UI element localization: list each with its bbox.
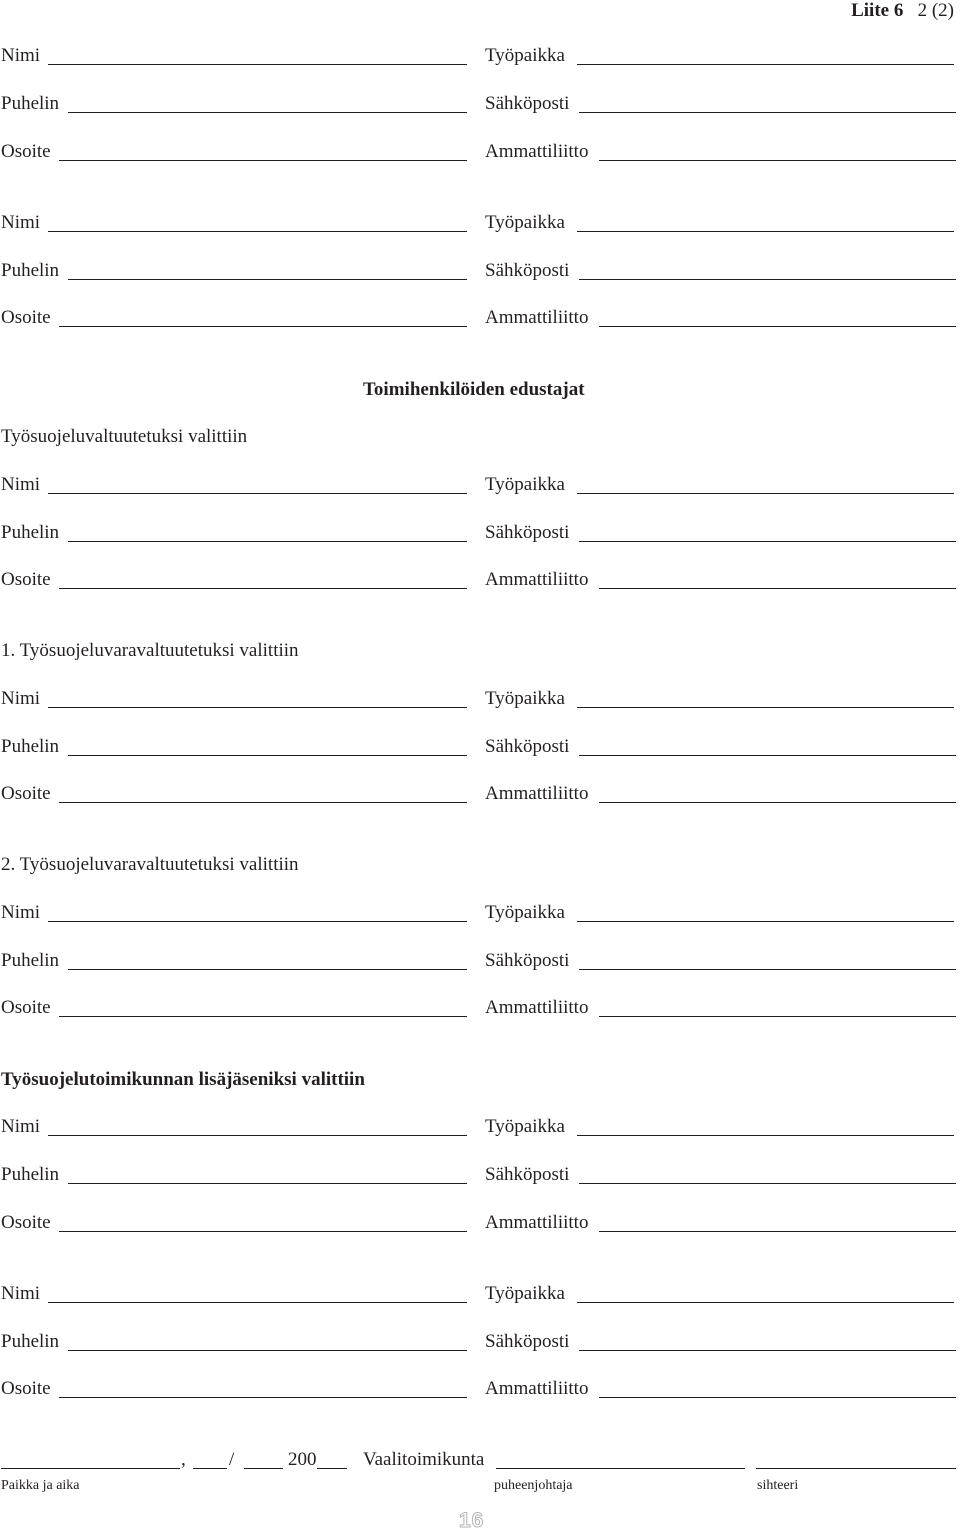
- union-label: Ammattiliitto: [485, 569, 589, 590]
- address-field[interactable]: [59, 326, 467, 327]
- phone-field[interactable]: [68, 1183, 467, 1184]
- email-label: Sähköposti: [485, 522, 570, 543]
- phone-field[interactable]: [68, 969, 467, 970]
- union-field[interactable]: [599, 1016, 956, 1017]
- union-label: Ammattiliitto: [485, 307, 589, 328]
- workplace-label: Työpaikka: [485, 45, 565, 66]
- phone-field[interactable]: [68, 541, 467, 542]
- page-number: 16: [459, 1509, 485, 1532]
- page-indicator: 2 (2): [917, 0, 954, 21]
- secretary-caption: sihteeri: [757, 1478, 799, 1493]
- workplace-field[interactable]: [577, 231, 954, 232]
- address-label: Osoite: [1, 997, 51, 1018]
- email-field[interactable]: [579, 279, 956, 280]
- union-field[interactable]: [599, 326, 956, 327]
- address-label: Osoite: [1, 141, 51, 162]
- comma-separator: ,: [181, 1449, 186, 1470]
- workplace-field[interactable]: [577, 1135, 954, 1136]
- block-heading: 1. Työsuojeluvaravaltuutetuksi valittiin: [1, 640, 299, 661]
- chair-caption: puheenjohtaja: [494, 1478, 573, 1493]
- block-heading: Työsuojelutoimikunnan lisäjäseniksi valittiin: [1, 1069, 365, 1090]
- block-heading: 2. Työsuojeluvaravaltuutetuksi valittiin: [1, 854, 299, 875]
- address-field[interactable]: [59, 1231, 467, 1232]
- email-field[interactable]: [579, 112, 956, 113]
- month-field[interactable]: [244, 1468, 283, 1469]
- address-field[interactable]: [59, 802, 467, 803]
- place-date-caption: Paikka ja aika: [1, 1478, 80, 1493]
- workplace-label: Työpaikka: [485, 1116, 565, 1137]
- phone-label: Puhelin: [1, 950, 60, 971]
- page-header: [851, 0, 954, 22]
- phone-field[interactable]: [68, 279, 467, 280]
- address-label: Osoite: [1, 569, 51, 590]
- address-label: Osoite: [1, 783, 51, 804]
- union-label: Ammattiliitto: [485, 141, 589, 162]
- address-label: Osoite: [1, 1378, 51, 1399]
- union-field[interactable]: [599, 588, 956, 589]
- workplace-label: Työpaikka: [485, 688, 565, 709]
- chair-signature-field[interactable]: [496, 1468, 745, 1469]
- union-field[interactable]: [599, 1397, 956, 1398]
- workplace-label: Työpaikka: [485, 474, 565, 495]
- name-label: Nimi: [1, 45, 41, 66]
- union-label: Ammattiliitto: [485, 783, 589, 804]
- phone-label: Puhelin: [1, 93, 60, 114]
- name-label: Nimi: [1, 1283, 41, 1304]
- name-label: Nimi: [1, 688, 41, 709]
- name-field[interactable]: [48, 231, 467, 232]
- email-label: Sähköposti: [485, 1331, 570, 1352]
- union-label: Ammattiliitto: [485, 1212, 589, 1233]
- union-label: Ammattiliitto: [485, 1378, 589, 1399]
- workplace-field[interactable]: [577, 921, 954, 922]
- phone-label: Puhelin: [1, 1331, 60, 1352]
- email-label: Sähköposti: [485, 93, 570, 114]
- email-field[interactable]: [579, 541, 956, 542]
- email-field[interactable]: [579, 755, 956, 756]
- name-label: Nimi: [1, 902, 41, 923]
- name-label: Nimi: [1, 474, 41, 495]
- email-label: Sähköposti: [485, 736, 570, 757]
- name-field[interactable]: [48, 1302, 467, 1303]
- workplace-label: Työpaikka: [485, 1283, 565, 1304]
- address-label: Osoite: [1, 307, 51, 328]
- phone-label: Puhelin: [1, 260, 60, 281]
- place-field[interactable]: [1, 1468, 180, 1469]
- address-field[interactable]: [59, 588, 467, 589]
- name-field[interactable]: [48, 493, 467, 494]
- name-label: Nimi: [1, 1116, 41, 1137]
- block-heading: Työsuojeluvaltuutetuksi valittiin: [1, 426, 248, 447]
- phone-field[interactable]: [68, 755, 467, 756]
- email-label: Sähköposti: [485, 950, 570, 971]
- email-field[interactable]: [579, 1350, 956, 1351]
- email-label: Sähköposti: [485, 1164, 570, 1185]
- secretary-signature-field[interactable]: [756, 1468, 956, 1469]
- section-title: Toimihenkilöiden edustajat: [363, 379, 585, 400]
- address-field[interactable]: [59, 160, 467, 161]
- name-field[interactable]: [48, 707, 467, 708]
- year-field[interactable]: [317, 1468, 347, 1469]
- phone-label: Puhelin: [1, 1164, 60, 1185]
- name-field[interactable]: [48, 1135, 467, 1136]
- workplace-field[interactable]: [577, 493, 954, 494]
- workplace-field[interactable]: [577, 1302, 954, 1303]
- union-field[interactable]: [599, 160, 956, 161]
- workplace-label: Työpaikka: [485, 212, 565, 233]
- phone-field[interactable]: [68, 1350, 467, 1351]
- name-label: Nimi: [1, 212, 41, 233]
- phone-label: Puhelin: [1, 522, 60, 543]
- email-field[interactable]: [579, 969, 956, 970]
- name-field[interactable]: [48, 921, 467, 922]
- appendix-label: Liite 6: [851, 0, 904, 21]
- workplace-field[interactable]: [577, 64, 954, 65]
- union-field[interactable]: [599, 1231, 956, 1232]
- slash-separator: /: [229, 1449, 235, 1470]
- address-field[interactable]: [59, 1016, 467, 1017]
- day-field[interactable]: [193, 1468, 227, 1469]
- phone-label: Puhelin: [1, 736, 60, 757]
- phone-field[interactable]: [68, 112, 467, 113]
- year-prefix: 200: [288, 1449, 317, 1470]
- committee-label: Vaalitoimikunta: [363, 1449, 485, 1470]
- email-field[interactable]: [579, 1183, 956, 1184]
- email-label: Sähköposti: [485, 260, 570, 281]
- union-label: Ammattiliitto: [485, 997, 589, 1018]
- union-field[interactable]: [599, 802, 956, 803]
- workplace-label: Työpaikka: [485, 902, 565, 923]
- address-field[interactable]: [59, 1397, 467, 1398]
- name-field[interactable]: [48, 64, 467, 65]
- workplace-field[interactable]: [577, 707, 954, 708]
- address-label: Osoite: [1, 1212, 51, 1233]
